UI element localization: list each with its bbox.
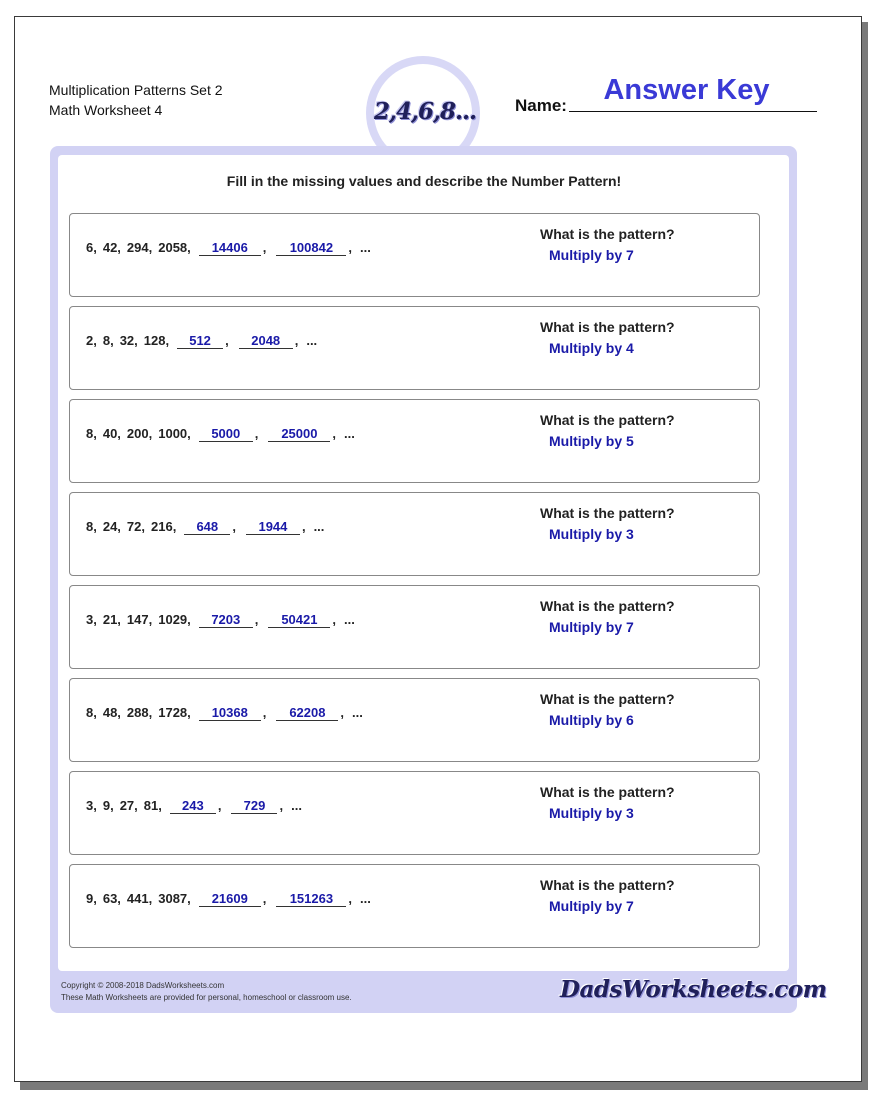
logo-text: 2,4,6,8... [374, 98, 477, 125]
problem-box [69, 678, 760, 762]
comma: , [294, 333, 299, 348]
sequence-term: 3, [86, 798, 97, 813]
sequence-term: 72, [126, 519, 145, 534]
sequence-term: 441, [126, 891, 153, 906]
copyright-text: Copyright © 2008-2018 DadsWorksheets.com [61, 981, 225, 990]
answer-blank[interactable]: 648 [184, 519, 230, 535]
answer-blank[interactable]: 5000 [199, 426, 253, 442]
pattern-question: What is the pattern? [540, 226, 675, 242]
pattern-question: What is the pattern? [540, 691, 675, 707]
pattern-answer[interactable]: Multiply by 4 [549, 340, 634, 356]
sequence-term: 1000, [158, 426, 191, 441]
pattern-answer[interactable]: Multiply by 7 [549, 619, 634, 635]
pattern-question: What is the pattern? [540, 505, 675, 521]
comma: , [348, 240, 353, 255]
comma: , [262, 240, 267, 255]
answer-blank[interactable]: 7203 [199, 612, 253, 628]
answer-blank[interactable]: 512 [177, 333, 223, 349]
problem-box [69, 771, 760, 855]
pattern-answer[interactable]: Multiply by 7 [549, 247, 634, 263]
name-label: Name: [515, 96, 567, 115]
ellipsis: ... [344, 612, 355, 627]
answer-blank[interactable]: 10368 [199, 705, 261, 721]
ellipsis: ... [291, 798, 302, 813]
sequence-term: 9, [102, 798, 114, 813]
problem-box [69, 306, 760, 390]
sequence-term: 294, [126, 240, 153, 255]
comma: , [254, 426, 259, 441]
answer-blank[interactable]: 1944 [246, 519, 300, 535]
pattern-question: What is the pattern? [540, 598, 675, 614]
pattern-answer[interactable]: Multiply by 7 [549, 898, 634, 914]
title-block [49, 80, 223, 120]
number-sequence [86, 891, 371, 907]
number-sequence [86, 333, 317, 349]
sequence-term: 1728, [158, 705, 191, 720]
sequence-term: 40, [102, 426, 121, 441]
worksheet-subtitle: Math Worksheet 4 [49, 102, 163, 118]
sequence-term: 200, [126, 426, 153, 441]
answer-blank[interactable]: 729 [231, 798, 277, 814]
problem-box [69, 213, 760, 297]
answer-blank[interactable]: 21609 [199, 891, 261, 907]
name-line [569, 111, 817, 112]
ellipsis: ... [360, 891, 371, 906]
pattern-question: What is the pattern? [540, 784, 675, 800]
number-sequence [86, 240, 371, 256]
number-sequence [86, 705, 363, 721]
problem-box [69, 864, 760, 948]
comma: , [301, 519, 306, 534]
comma: , [262, 891, 267, 906]
answer-blank[interactable]: 62208 [276, 705, 338, 721]
footer-text [61, 980, 352, 1004]
comma: , [279, 798, 284, 813]
answer-blank[interactable]: 25000 [268, 426, 330, 442]
pattern-question: What is the pattern? [540, 877, 675, 893]
sequence-term: 8, [86, 426, 97, 441]
sequence-term: 8, [102, 333, 114, 348]
number-sequence [86, 519, 324, 535]
sequence-term: 128, [143, 333, 170, 348]
sequence-term: 147, [126, 612, 153, 627]
comma: , [225, 333, 229, 348]
comma: , [340, 705, 345, 720]
sequence-term: 24, [102, 519, 121, 534]
problem-box [69, 399, 760, 483]
problem-box [69, 492, 760, 576]
sequence-term: 3, [86, 612, 97, 627]
sequence-term: 6, [86, 240, 97, 255]
usage-notice: These Math Worksheets are provided for personal, homeschool or classroom use. [61, 993, 352, 1002]
answer-blank[interactable]: 243 [170, 798, 216, 814]
pattern-answer[interactable]: Multiply by 5 [549, 433, 634, 449]
sequence-term: 2, [86, 333, 97, 348]
pattern-question: What is the pattern? [540, 319, 675, 335]
sequence-term: 9, [86, 891, 97, 906]
answer-blank[interactable]: 2048 [239, 333, 293, 349]
answer-blank[interactable]: 151263 [276, 891, 346, 907]
answer-blank[interactable]: 100842 [276, 240, 346, 256]
sequence-term: 48, [102, 705, 121, 720]
comma: , [254, 612, 259, 627]
sequence-term: 42, [102, 240, 121, 255]
sequence-term: 2058, [158, 240, 191, 255]
comma: , [232, 519, 236, 534]
comma: , [262, 705, 267, 720]
sequence-term: 21, [102, 612, 121, 627]
sequence-term: 27, [119, 798, 138, 813]
sequence-term: 81, [143, 798, 162, 813]
sequence-term: 32, [119, 333, 138, 348]
instructions: Fill in the missing values and describe the Number Pattern! [226, 173, 622, 189]
sequence-term: 3087, [158, 891, 191, 906]
ellipsis: ... [306, 333, 318, 348]
footer-logo: DadsWorksheets.com [560, 976, 827, 1003]
ellipsis: ... [313, 519, 325, 534]
sequence-term: 216, [151, 519, 177, 534]
number-sequence [86, 426, 355, 442]
worksheet-title: Multiplication Patterns Set 2 [49, 82, 223, 98]
sequence-term: 288, [126, 705, 153, 720]
ellipsis: ... [344, 426, 355, 441]
pattern-answer[interactable]: Multiply by 3 [549, 805, 634, 821]
answer-key-label: Answer Key [603, 74, 770, 106]
pattern-question: What is the pattern? [540, 412, 675, 428]
problem-box [69, 585, 760, 669]
ellipsis: ... [360, 240, 371, 255]
sequence-term: 8, [86, 519, 97, 534]
pattern-answer[interactable]: Multiply by 6 [549, 712, 634, 728]
number-sequence [86, 798, 302, 814]
answer-blank[interactable]: 14406 [199, 240, 261, 256]
comma: , [217, 798, 222, 813]
pattern-answer[interactable]: Multiply by 3 [549, 526, 634, 542]
comma: , [332, 426, 337, 441]
sequence-term: 63, [102, 891, 121, 906]
answer-blank[interactable]: 50421 [268, 612, 330, 628]
number-sequence [86, 612, 355, 628]
comma: , [332, 612, 337, 627]
sequence-term: 1029, [158, 612, 191, 627]
comma: , [348, 891, 353, 906]
ellipsis: ... [352, 705, 363, 720]
sequence-term: 8, [86, 705, 97, 720]
